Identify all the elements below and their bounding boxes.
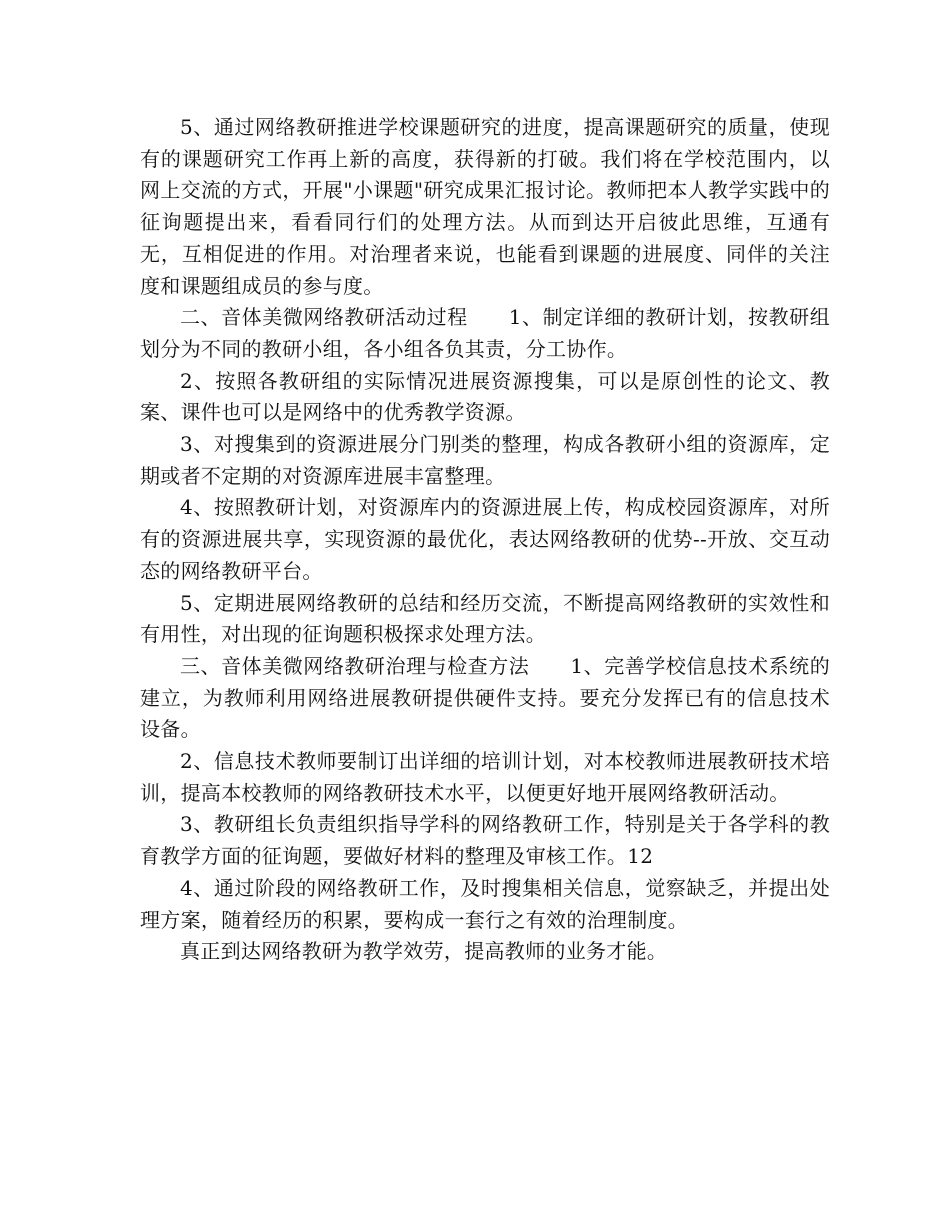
paragraph-10: 4、通过阶段的网络教研工作，及时搜集相关信息，觉察缺乏，并提出处理方案，随着经历的积累，要构成一套行之有效的治理制度。 [140,875,830,932]
paragraph-1: 5、通过网络教研推进学校课题研究的进度，提高课题研究的质量，使现有的课题研究工作再上新的高度，获得新的打破。我们将在学校范围内，以网上交流的方式，开展"小课题"研究成果汇报讨论。教师把本人教学实践中的征询题提出来，看看同行们的处理方法。从而到达开启彼此思维，互通有无，互相促进的作用。对治理者来说，也能看到课题的进展度、同伴的关注度和课题组成员的参与度。 [140,115,830,298]
paragraph-8: 2、信息技术教师要制订出详细的培训计划，对本校教师进展教研技术培训，提高本校教师的网络教研技术水平，以便更好地开展网络教研活动。 [140,749,830,805]
paragraph-6: 5、定期进展网络教研的总结和经历交流，不断提高网络教研的实效性和有用性，对出现的征询题积极探求处理方法。 [140,590,830,647]
paragraph-11: 真正到达网络教研为教学效劳，提高教师的业务才能。 [180,939,668,964]
paragraph-3: 2、按照各教研组的实际情况进展资源搜集，可以是原创性的论文、教案、课件也可以是网络中的优秀教学资源。 [140,368,830,425]
paragraph-5: 4、按照教研计划，对资源库内的资源进展上传，构成校园资源库，对所有的资源进展共享，实现资源的最优化，表达网络教研的优势--开放、交互动态的网络教研平台。 [140,495,830,583]
paragraph-7: 三、音体美微网络教研治理与检查方法 1、完善学校信息技术系统的建立，为教师利用网络进展教研提供硬件支持。要充分发挥已有的信息技术设备。 [140,653,830,742]
paragraph-9: 3、教研组长负责组织指导学科的网络教研工作，特别是关于各学科的教育教学方面的征询题，要做好材料的整理及审核工作。12 [140,812,830,869]
paragraph-2: 二、音体美微网络教研活动过程 1、制定详细的教研计划，按教研组划分为不同的教研小组，各小组各负其责，分工协作。 [140,305,830,361]
paragraph-4: 3、对搜集到的资源进展分门别类的整理，构成各教研小组的资源库，定期或者不定期的对资源库进展丰富整理。 [140,432,830,488]
